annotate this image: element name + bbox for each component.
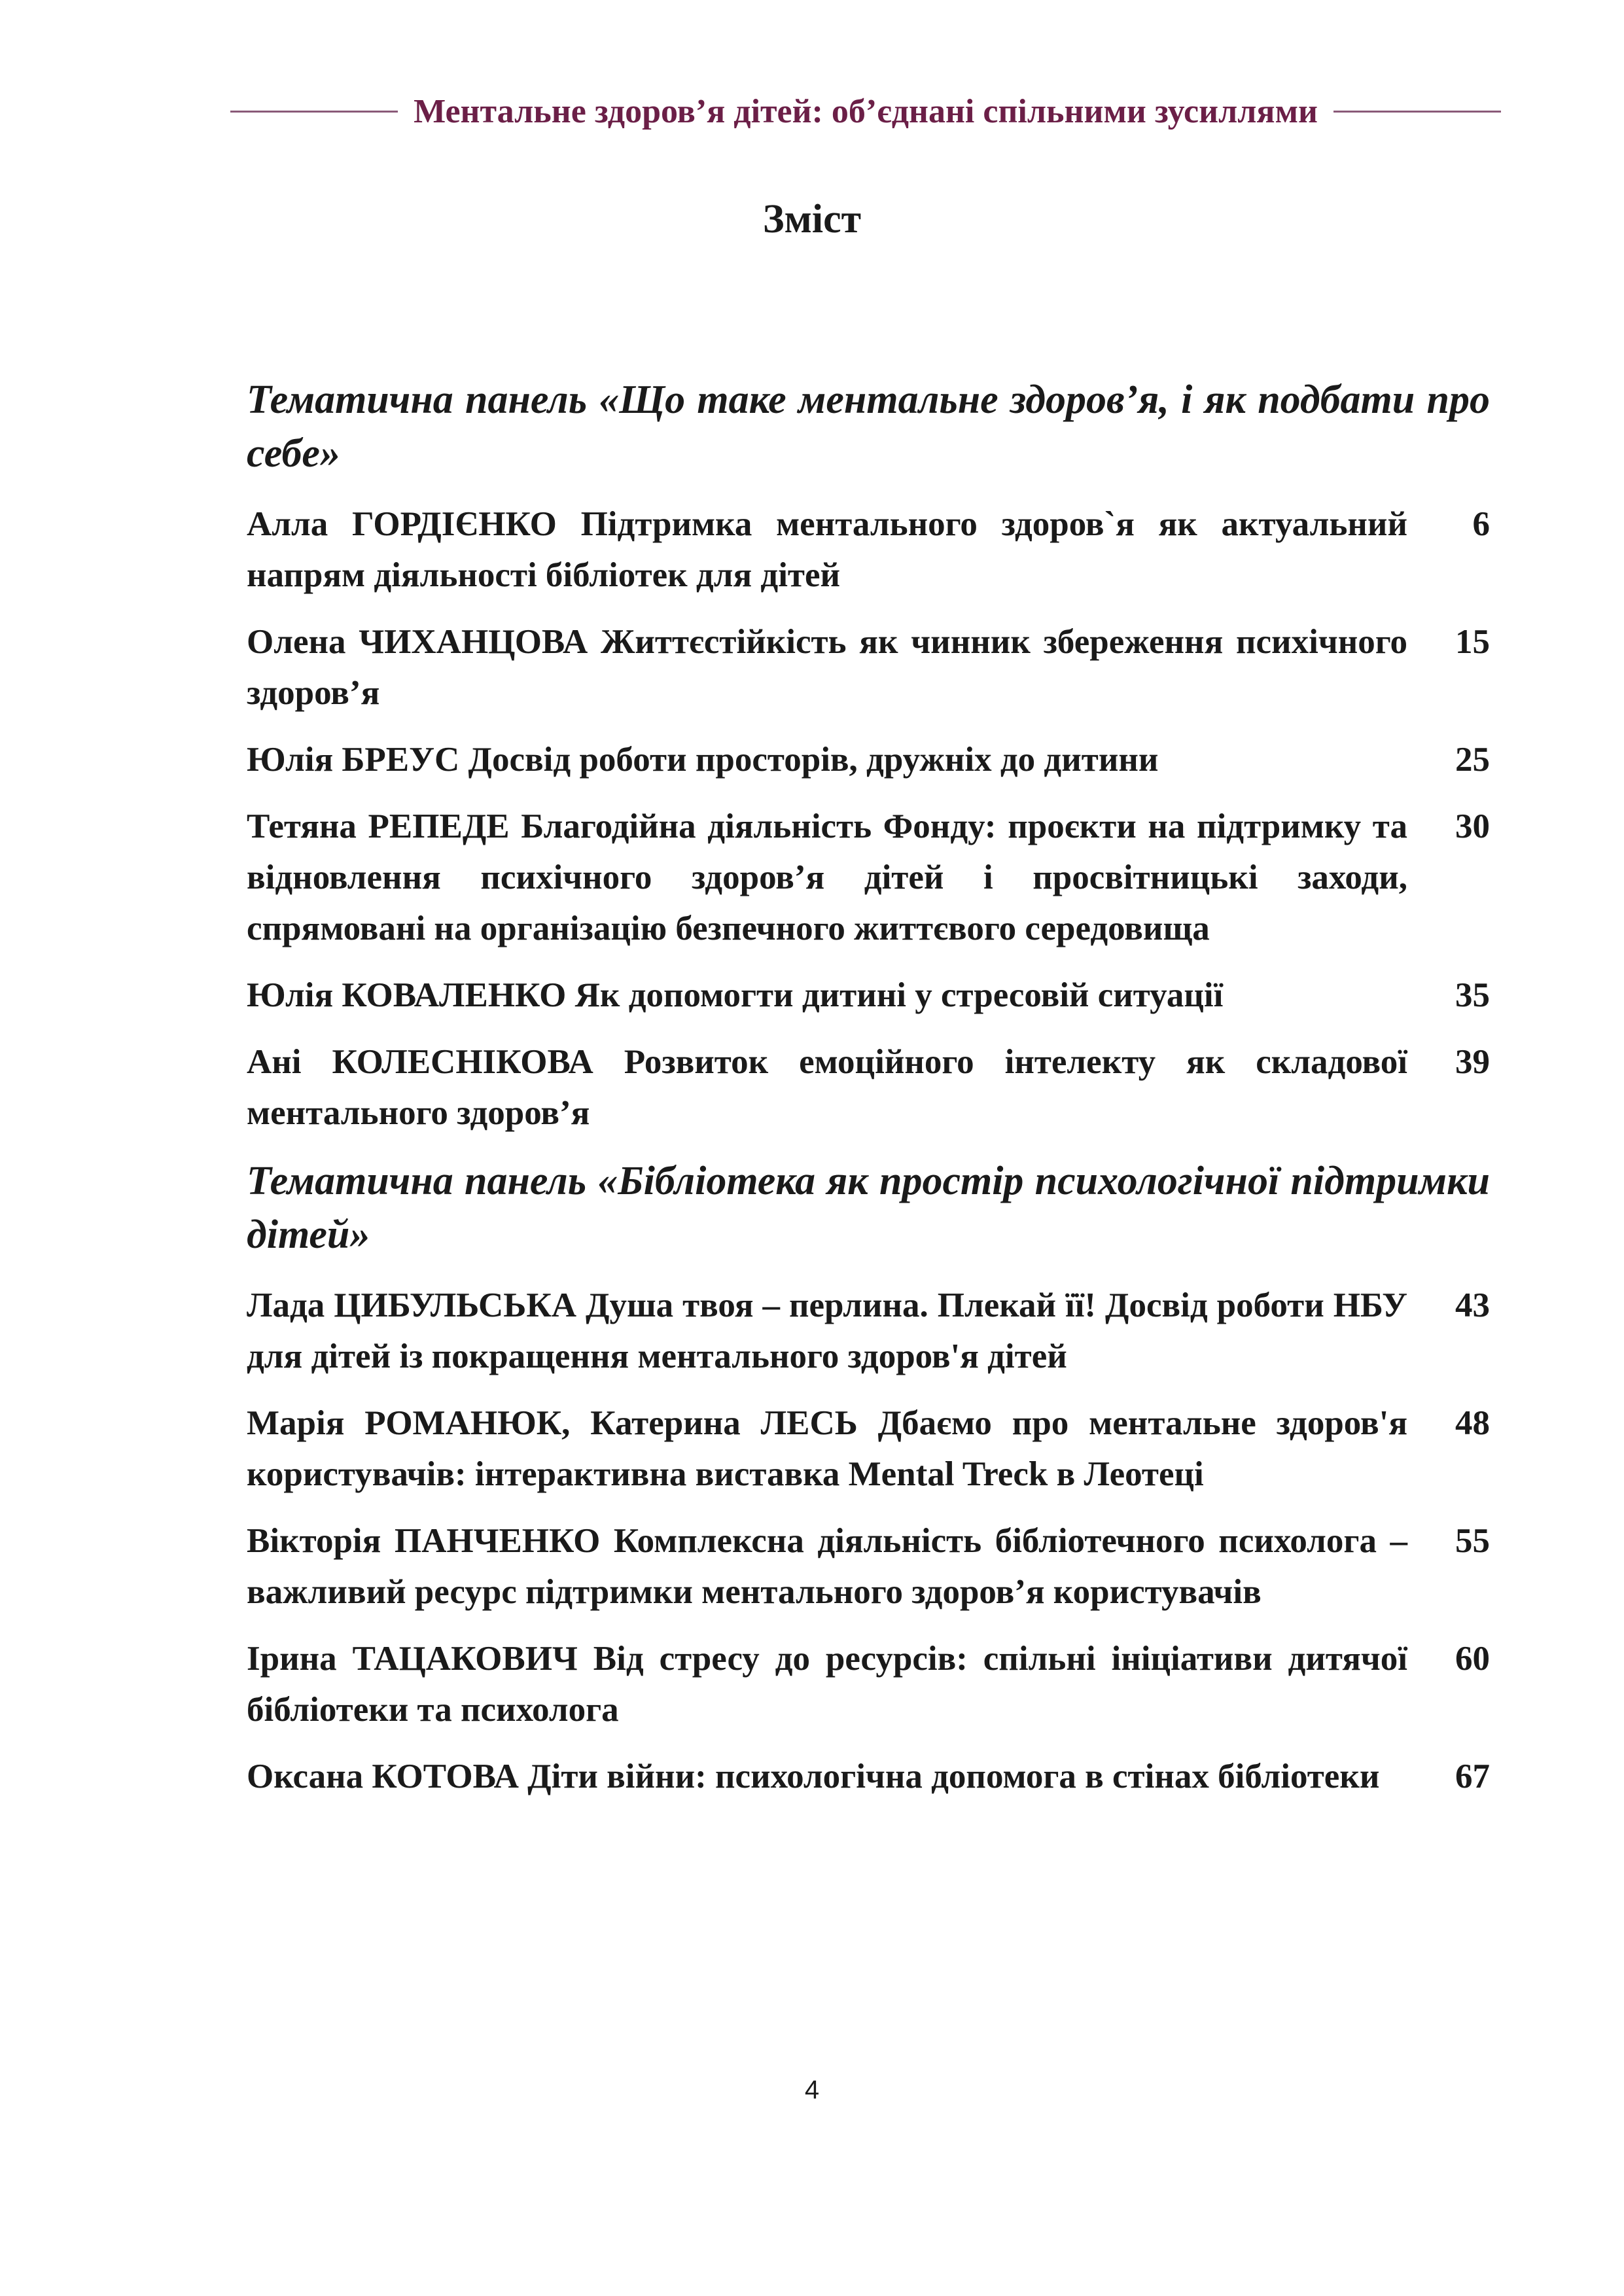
toc-entry-text: Ірина ТАЦАКОВИЧ Від стресу до ресурсів: спільні ініціативи дитячої бібліотеки та психолога	[247, 1640, 1407, 1729]
toc-entry-page: 35	[1455, 976, 1490, 1014]
toc-entry-text: Марія РОМАНЮК, Катерина ЛЕСЬ Дбаємо про ментальне здоров'я користувачів: інтерактивна виставка Mental Treck в Леотеці	[247, 1404, 1407, 1493]
page-title: Зміст	[762, 197, 862, 241]
panel-heading: Тематична панель «Що таке ментальне здоров’я, і як подбати про себе»	[247, 378, 1490, 476]
toc-entry[interactable]	[247, 1280, 1490, 1382]
toc-entry[interactable]	[247, 1751, 1490, 1802]
toc-entry-page: 43	[1455, 1286, 1490, 1324]
toc-entry[interactable]	[247, 1398, 1490, 1500]
header-rule-right	[1333, 111, 1501, 113]
toc-entry-text: Тетяна РЕПЕДЕ Благодійна діяльність Фонду: проєкти на підтримку та відновлення психічного здоров’я дітей і просвітницькі заходи, спрямовані на організацію безпечного життєвого середовища	[247, 807, 1407, 947]
toc-entry[interactable]	[247, 970, 1490, 1021]
toc-entry-page: 30	[1455, 807, 1490, 845]
page-number: 4	[804, 2075, 820, 2104]
toc-entry[interactable]	[247, 1036, 1490, 1139]
table-of-contents	[247, 373, 1490, 1818]
header-rule-left	[230, 111, 398, 113]
toc-entry[interactable]	[247, 499, 1490, 601]
toc-entry-text: Олена ЧИХАНЦОВА Життєстійкість як чинник збереження психічного здоров’я	[247, 623, 1407, 712]
toc-entry[interactable]	[247, 734, 1490, 785]
toc-entry-page: 55	[1455, 1522, 1490, 1560]
header-text: Ментальне здоров’я дітей: об’єднані спільними зусиллями	[414, 92, 1318, 130]
toc-entry-page: 67	[1455, 1757, 1490, 1795]
toc-entry[interactable]	[247, 1515, 1490, 1617]
toc-entry-text: Юлія КОВАЛЕНКО Як допомогти дитині у стресовій ситуації	[247, 976, 1224, 1014]
toc-entry-text: Лада ЦИБУЛЬСЬКА Душа твоя – перлина. Плекай її! Досвід роботи НБУ для дітей із покращення ментального здоров'я дітей	[247, 1286, 1407, 1375]
toc-entry-page: 15	[1455, 623, 1490, 661]
toc-entry-text: Юлія БРЕУС Досвід роботи просторів, дружніх до дитини	[247, 741, 1159, 779]
toc-entry-text: Оксана КОТОВА Діти війни: психологічна допомога в стінах бібліотеки	[247, 1757, 1380, 1795]
toc-entry[interactable]	[247, 616, 1490, 718]
toc-entry[interactable]	[247, 1633, 1490, 1735]
toc-entry-page: 6	[1472, 505, 1490, 543]
toc-entry-text: Алла ГОРДІЄНКО Підтримка ментального здоров`я як актуальний напрям діяльності бібліотек для дітей	[247, 505, 1407, 594]
toc-entry[interactable]	[247, 801, 1490, 954]
panel-heading: Тематична панель «Бібліотека як простір психологічної підтримки дітей»	[247, 1159, 1490, 1257]
toc-entry-page: 25	[1455, 741, 1490, 779]
running-header	[230, 92, 1501, 131]
toc-entry-page: 39	[1455, 1043, 1490, 1081]
toc-entry-text: Ані КОЛЕСНІКОВА Розвиток емоційного інтелекту як складової ментального здоров’я	[247, 1043, 1407, 1132]
toc-entry-page: 60	[1455, 1640, 1490, 1678]
toc-entry-page: 48	[1455, 1404, 1490, 1442]
toc-entry-text: Вікторія ПАНЧЕНКО Комплексна діяльність бібліотечного психолога – важливий ресурс підтримки ментального здоров’я користувачів	[247, 1522, 1407, 1611]
